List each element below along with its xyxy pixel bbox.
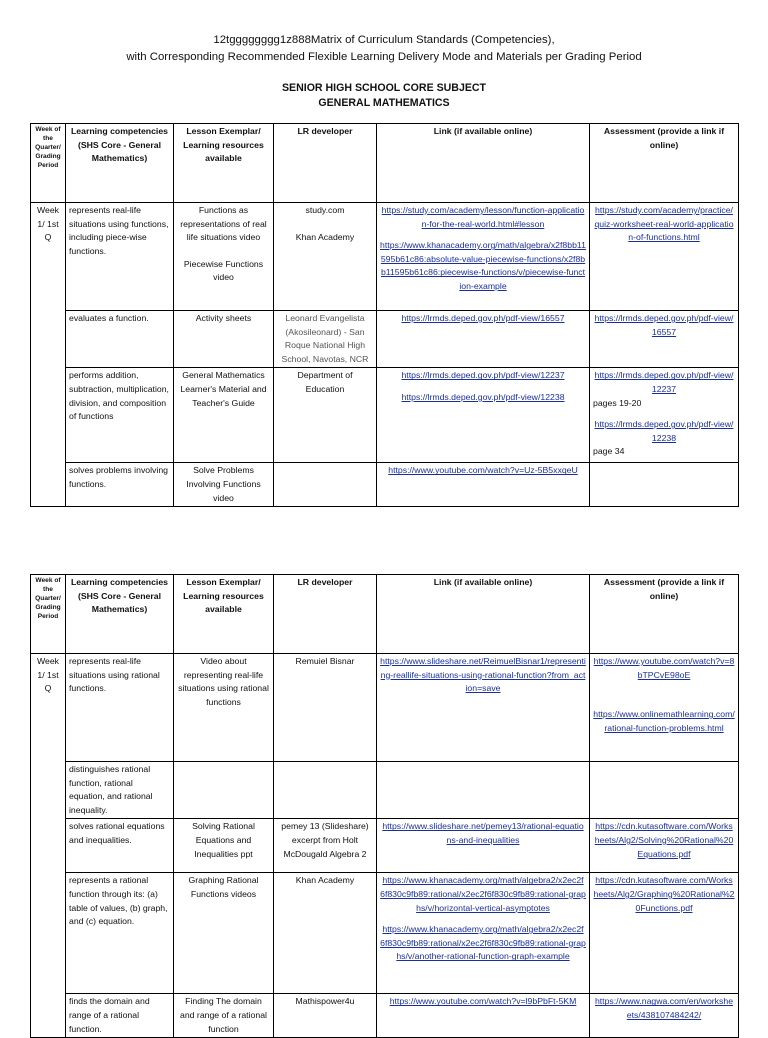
exemplar-cell: Solve Problems Involving Functions video xyxy=(174,463,274,507)
link-cell xyxy=(377,762,590,819)
col-header-link: Link (if available online) xyxy=(377,124,590,203)
week-cell: Week 1/ 1st Q xyxy=(31,654,66,1038)
developer-item: Khan Academy xyxy=(295,231,355,242)
table-header-row xyxy=(31,124,739,203)
assessment-link[interactable]: https://www.youtube.com/watch?v=8bTPCvE98oE xyxy=(593,656,735,680)
assessment-link[interactable]: https://cdn.kutasoftware.com/Worksheets/Alg2/Graphing%20Rational%20Functions.pdf xyxy=(593,875,735,913)
col-header-developer: LR developer xyxy=(274,575,377,654)
developer-cell: Mathispower4u xyxy=(274,994,377,1038)
assessment-link[interactable]: https://cdn.kutasoftware.com/Worksheets/Alg2/Solving%20Rational%20Equations.pdf xyxy=(594,821,734,859)
resource-link[interactable]: https://www.youtube.com/watch?v=Uz-5B5xxqeU xyxy=(388,465,578,476)
resource-link[interactable]: https://lrmds.deped.gov.ph/pdf-view/12237 xyxy=(401,370,565,381)
developer-cell xyxy=(274,463,377,507)
col-header-assessment: Assessment (provide a link if online) xyxy=(590,124,739,203)
table-row xyxy=(31,311,739,368)
col-header-competencies: Learning competencies (SHS Core - General Mathematics) xyxy=(66,124,174,203)
link-cell xyxy=(377,994,590,1038)
resource-link[interactable]: https://www.khanacademy.org/math/algebra2/x2ec2f6f830c9fb89:rational/x2ec2f6f830c9fb89:rational-graphs/v/horizontal-vertical-asymptotes xyxy=(380,875,586,913)
developer-cell: Khan Academy xyxy=(274,873,377,994)
assessment-cell xyxy=(590,368,739,463)
assessment-link[interactable]: https://lrmds.deped.gov.ph/pdf-view/12237 xyxy=(594,370,734,394)
table-row xyxy=(31,203,739,311)
table-row xyxy=(31,762,739,819)
assessment-link[interactable]: https://www.nagwa.com/en/worksheets/438107484242/ xyxy=(594,996,734,1020)
exemplar-cell xyxy=(174,203,274,311)
competency-cell: represents real-life situations using functions, including piece-wise functions. xyxy=(66,203,174,311)
table-row xyxy=(31,368,739,463)
col-header-exemplar: Lesson Exemplar/ Learning resources available xyxy=(174,575,274,654)
competency-cell: represents a rational function through its: (a) table of values, (b) graph, and (c) equation. xyxy=(66,873,174,994)
exemplar-cell: General Mathematics Learner's Material and Teacher's Guide xyxy=(174,368,274,463)
link-cell xyxy=(377,463,590,507)
link-cell xyxy=(377,368,590,463)
assessment-cell xyxy=(590,873,739,994)
resource-link[interactable]: https://lrmds.deped.gov.ph/pdf-view/12238 xyxy=(401,391,565,402)
developer-cell: pemey 13 (Slideshare) excerpt from Holt McDougald Algebra 2 xyxy=(274,819,377,873)
col-header-developer: LR developer xyxy=(274,124,377,203)
exemplar-cell: Graphing Rational Functions videos xyxy=(174,873,274,994)
subject-type: SENIOR HIGH SCHOOL CORE SUBJECT xyxy=(281,82,487,94)
col-header-assessment: Assessment (provide a link if online) xyxy=(590,575,739,654)
assessment-cell xyxy=(590,819,739,873)
table-row xyxy=(31,654,739,762)
resource-link[interactable]: https://www.khanacademy.org/math/algebra/x2f8bb11595b61c86:absolute-value-piecewise-functions/x2f8bb11595b61c86:piecewise-functions/v/piecewise-function-example xyxy=(380,240,586,291)
exemplar-cell: Finding The domain and range of a rational function xyxy=(174,994,274,1038)
table-row xyxy=(31,994,739,1038)
link-cell xyxy=(377,873,590,994)
competency-table-1 xyxy=(30,123,739,507)
subject-name: GENERAL MATHEMATICS xyxy=(318,97,450,109)
assessment-cell xyxy=(590,654,739,762)
week-cell: Week 1/ 1st Q xyxy=(31,203,66,507)
link-cell xyxy=(377,819,590,873)
assessment-note: pages 19-20 xyxy=(593,397,642,408)
assessment-cell xyxy=(590,762,739,819)
competency-cell: evaluates a function. xyxy=(66,311,174,368)
developer-cell xyxy=(274,762,377,819)
competency-cell: performs addition, subtraction, multiplication, division, and composition of functions xyxy=(66,368,174,463)
doc-title-line-1: 12tgggggggg1z888Matrix of Curriculum Standards (Competencies), xyxy=(213,34,555,46)
table-row xyxy=(31,463,739,507)
developer-cell: Remuiel Bisnar xyxy=(274,654,377,762)
assessment-cell xyxy=(590,203,739,311)
competency-cell: finds the domain and range of a rational function. xyxy=(66,994,174,1038)
resource-link[interactable]: https://lrmds.deped.gov.ph/pdf-view/16557 xyxy=(401,313,565,323)
competency-cell: solves problems involving functions. xyxy=(66,463,174,507)
col-header-week: Week of the Quarter/ Grading Period xyxy=(31,124,66,203)
assessment-note: page 34 xyxy=(593,446,625,457)
developer-cell xyxy=(274,203,377,311)
competency-cell: distinguishes rational function, rational equation, and rational inequality. xyxy=(66,762,174,819)
assessment-link[interactable]: https://study.com/academy/practice/quiz-worksheet-real-world-application-of-functions.html xyxy=(594,205,734,243)
resource-link[interactable]: https://www.slideshare.net/ReimuelBisnar1/representing-reallife-situations-using-rational-function?from_action=save xyxy=(380,656,586,694)
col-header-week: Week of the Quarter/ Grading Period xyxy=(31,575,66,654)
developer-cell: Leonard Evangelista (Akosileonard) - San Roque National High School, Navotas, NCR xyxy=(274,311,377,368)
developer-cell: Department of Education xyxy=(274,368,377,463)
link-cell xyxy=(377,203,590,311)
col-header-link: Link (if available online) xyxy=(377,575,590,654)
col-header-exemplar: Lesson Exemplar/ Learning resources available xyxy=(174,124,274,203)
link-cell xyxy=(377,654,590,762)
resource-link[interactable]: https://study.com/academy/lesson/function-application-for-the-real-world.html#lesson xyxy=(381,205,585,229)
competency-cell: solves rational equations and inequalities. xyxy=(66,819,174,873)
exemplar-cell: Video about representing real-life situations using rational functions xyxy=(174,654,274,762)
assessment-cell xyxy=(590,311,739,368)
exemplar-cell: Solving Rational Equations and Inequalities ppt xyxy=(174,819,274,873)
competency-table-2 xyxy=(30,574,739,1038)
table-row xyxy=(31,819,739,873)
table-row xyxy=(31,873,739,994)
exemplar-item: Piecewise Functions video xyxy=(183,258,264,283)
col-header-competencies: Learning competencies (SHS Core - General Mathematics) xyxy=(66,575,174,654)
resource-link[interactable]: https://www.slideshare.net/pemey13/rational-equations-and-inequalities xyxy=(382,821,584,845)
assessment-link[interactable]: https://lrmds.deped.gov.ph/pdf-view/12238 xyxy=(594,419,734,443)
exemplar-item: Functions as representations of real life situations video xyxy=(180,205,267,243)
exemplar-cell xyxy=(174,762,274,819)
competency-cell: represents real-life situations using rational functions. xyxy=(66,654,174,762)
resource-link[interactable]: https://www.youtube.com/watch?v=l9bPbFt-5KM xyxy=(389,996,577,1007)
assessment-cell xyxy=(590,994,739,1038)
developer-item: study.com xyxy=(305,205,345,215)
assessment-link[interactable]: https://www.onlinemathlearning.com/rational-function-problems.html xyxy=(593,709,735,733)
table-header-row xyxy=(31,575,739,654)
assessment-cell xyxy=(590,463,739,507)
assessment-link[interactable]: https://lrmds.deped.gov.ph/pdf-view/16557 xyxy=(594,313,734,337)
link-cell xyxy=(377,311,590,368)
doc-title-line-2: with Corresponding Recommended Flexible Learning Delivery Mode and Materials per Grading Period xyxy=(126,51,642,63)
exemplar-cell: Activity sheets xyxy=(174,311,274,368)
resource-link[interactable]: https://www.khanacademy.org/math/algebra2/x2ec2f6f830c9fb89:rational/x2ec2f6f830c9fb89:rational-graphs/v/another-rational-function-graph-example xyxy=(380,924,586,962)
